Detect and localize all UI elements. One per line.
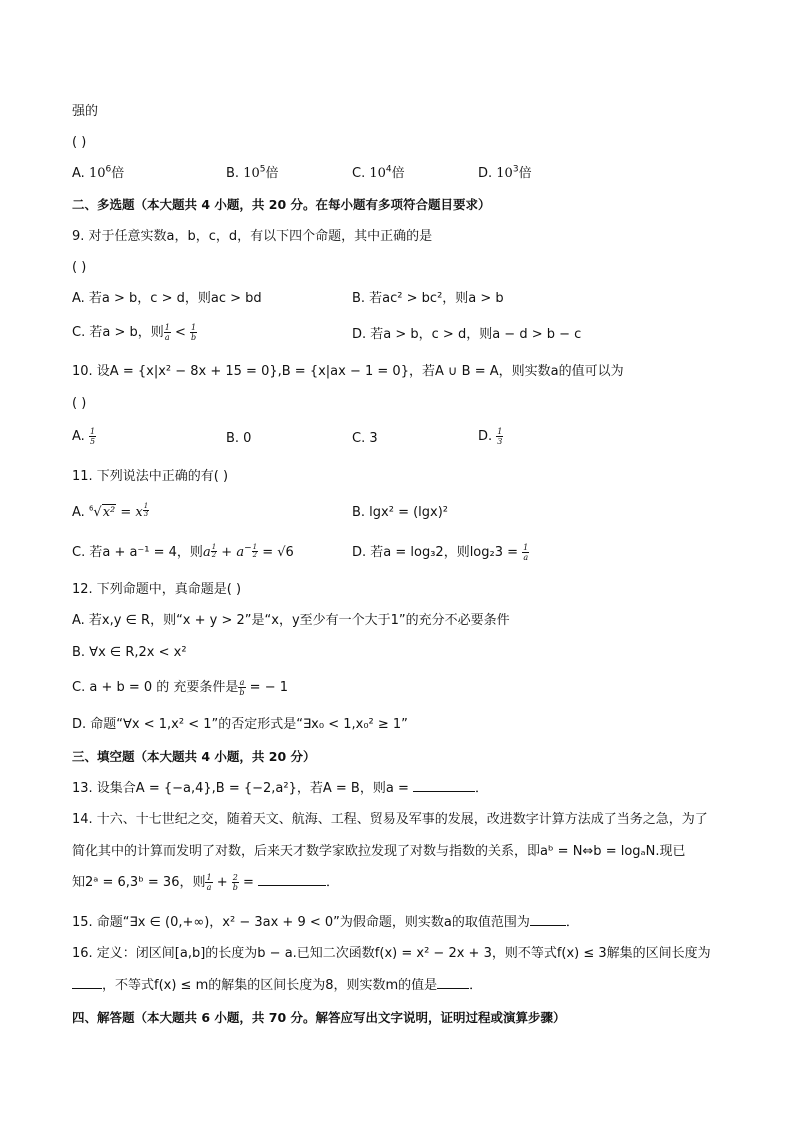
q13-blank[interactable]	[413, 779, 475, 792]
q15-stem: 15. 命题“∃x ∈ (0,+∞)，x² − 3ax + 9 < 0”为假命题，则实数a的取值范围为 ．	[72, 915, 579, 930]
q10-option-b: B. 0	[226, 431, 252, 446]
q12-stem: 12. 下列命题中，真命题是( )	[72, 582, 242, 597]
q11-option-c: C. 若a + a⁻¹ = 4，则a $\frac{1}{2}$ + a− $\frac{1}{2}$ = √6	[72, 543, 294, 560]
q14-line-1: 14. 十六、十七世纪之交，随着天文、航海、工程、贸易及军事的发展，改进数字计算方法成了当务之急，为了	[72, 812, 708, 827]
q16-line-2: ，不等式f(x) ≤ m的解集的区间长度为8，则实数m的值是 ．	[72, 976, 482, 995]
q11-option-a: A. $^6$√x² = x $\frac{1}{3}$	[72, 502, 149, 520]
q12-option-b: B. ∀x ∈ R,2x < x²	[72, 645, 187, 660]
q10-option-d: D. $\frac{1}{3}$	[478, 427, 503, 446]
q9-option-a: A. 若a > b，c > d，则ac > bd	[72, 291, 262, 306]
answer-paren: ( )	[72, 396, 87, 411]
answer-paren: ( )	[72, 260, 87, 275]
q9-stem: 9. 对于任意实数a，b，c，d，有以下四个命题，其中正确的是	[72, 229, 433, 244]
q11-option-b: B. lgx² = (lgx)²	[352, 505, 449, 520]
q8-option-a: A. $10^6$倍	[72, 164, 125, 181]
q11-stem: 11. 下列说法中正确的有( )	[72, 469, 229, 484]
q8-stem-tail: 强的	[72, 104, 99, 119]
q9-option-b: B. 若ac² > bc²，则a > b	[352, 291, 504, 306]
q14-blank[interactable]	[258, 873, 326, 886]
q16-line-1: 16. 定义：闭区间[a,b]的长度为b − a.已知二次函数f(x) = x² − 2x + 3，则不等式f(x) ≤ 3解集的区间长度为	[72, 946, 711, 961]
answer-paren: ( )	[72, 135, 87, 150]
q16-blank-1[interactable]	[72, 976, 102, 989]
q10-option-c: C. 3	[352, 431, 378, 446]
q11-option-d: D. 若a = log₃2，则log₂3 = $\frac{1}{a}$	[352, 543, 529, 562]
q14-line-2: 简化其中的计算而发明了对数，后来天才数学家欧拉发现了对数与指数的关系，即aᵇ = N⇔b = logₐN.现已	[72, 844, 686, 859]
q14-line-3: 知2ᵃ = 6,3ᵇ = 36，则 $\frac{1}{a}$ + $\frac{2}{b}$ = ．	[72, 873, 340, 892]
q9-option-d: D. 若a > b，c > d，则a − d > b − c	[352, 327, 582, 342]
section-solutions-heading: 四、解答题（本大题共 6 小题，共 70 分。解答应写出文字说明，证明过程或演算步骤）	[72, 1010, 566, 1025]
section-fill-blank-heading: 三、填空题（本大题共 4 小题，共 20 分）	[72, 749, 316, 764]
q12-option-c: C. a + b = 0 的 充要条件是 $\frac{a}{b}$ = − 1	[72, 678, 288, 697]
q12-option-a: A. 若x,y ∈ R，则“x + y > 2”是“x，y至少有一个大于1”的充分不必要条件	[72, 613, 510, 628]
q8-option-d: D. $10^3$倍	[478, 164, 532, 181]
q10-stem: 10. 设A = {x|x² − 8x + 15 = 0},B = {x|ax − 1 = 0}，若A ∪ B = A，则实数a的值可以为	[72, 364, 624, 379]
q16-blank-2[interactable]	[437, 976, 469, 989]
section-multiple-choice-heading: 二、多选题（本大题共 4 小题，共 20 分。在每小题有多项符合题目要求）	[72, 197, 491, 212]
q15-blank[interactable]	[530, 913, 566, 926]
q12-option-d: D. 命题“∀x < 1,x² < 1”的否定形式是“∃x₀ < 1,x₀² ≥ 1”	[72, 717, 408, 732]
q9-option-c: C. 若a > b，则 $\frac{1}{a}$ < $\frac{1}{b}$	[72, 323, 197, 342]
q8-option-b: B. $10^5$倍	[226, 164, 279, 181]
q10-option-a: A. $\frac{1}{5}$	[72, 427, 96, 446]
q8-option-c: C. $10^4$倍	[352, 164, 405, 181]
q13-stem: 13. 设集合A = {−a,4},B = {−2,a²}，若A = B，则a = ．	[72, 781, 488, 796]
